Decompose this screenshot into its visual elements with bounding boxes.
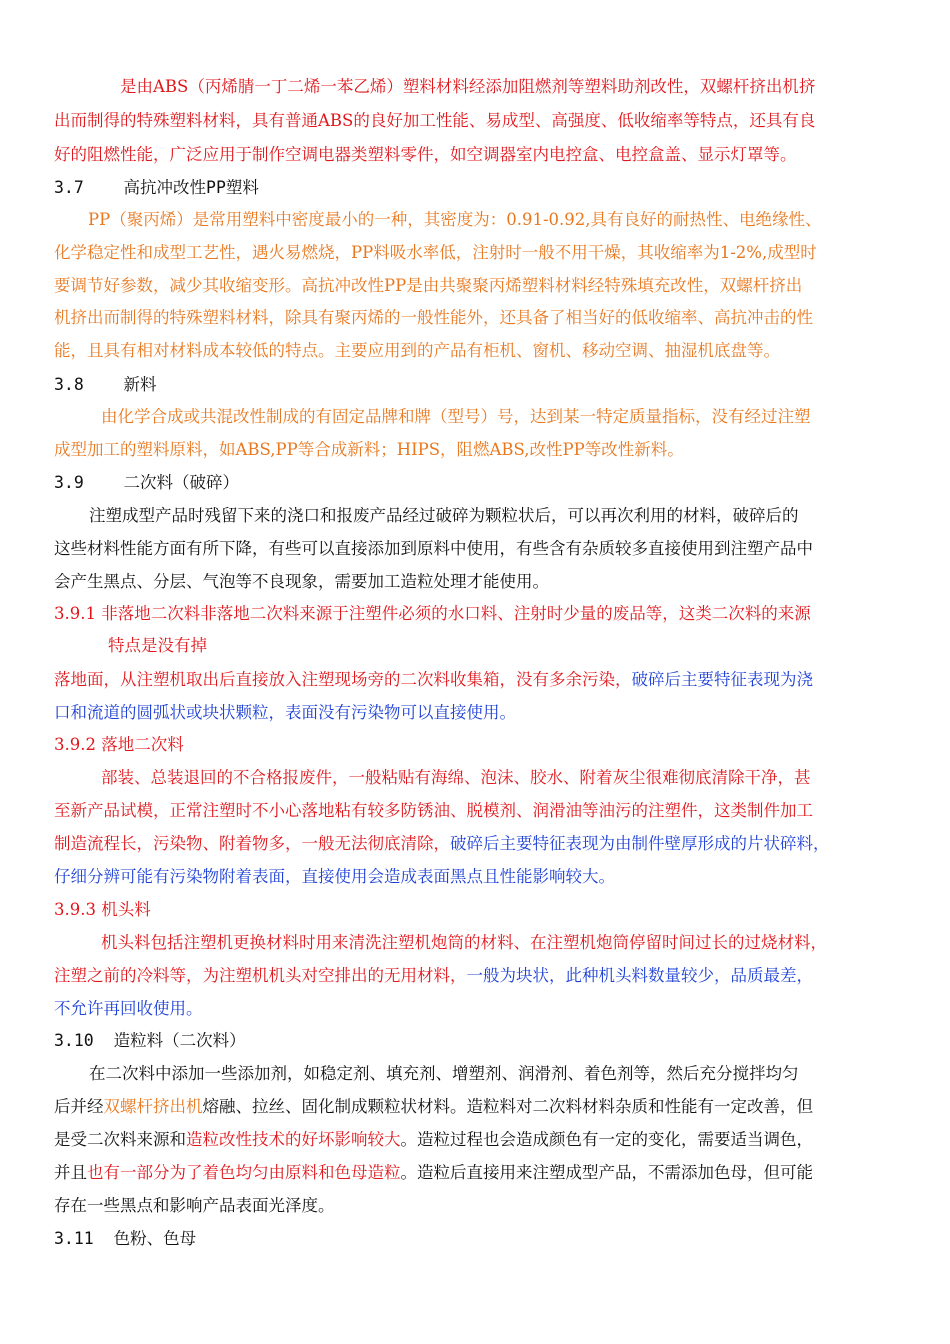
text-segment: 这些材料性能方面有所下降，有些可以直接添加到原料中使用，有些含有杂质较多直接使用到注塑产品中 [54, 539, 813, 558]
text-line [54, 176, 259, 200]
text-segment: 仔细分辨可能有污染物附着表面，直接使用会造成表面黑点且性能影响较大。 [54, 867, 615, 886]
text-segment: 制造流程长，污染物、附着物多，一般无法彻底清除， [54, 834, 450, 853]
text-segment: 是由ABS（丙烯腈一丁二烯一苯乙烯）塑料材料经添加阻燃剂等塑料助剂改性，双螺杆挤出机挤 [120, 77, 816, 96]
text-segment: 注塑之前的冷料等，为注塑机机头对空排出的无用材料， [54, 966, 467, 985]
text-line [54, 668, 813, 692]
text-line [54, 799, 813, 823]
text-line [54, 602, 811, 626]
text-line [54, 964, 813, 988]
text-segment: 3.9.3 机头料 [54, 900, 151, 919]
text-line [54, 997, 203, 1021]
text-line [54, 471, 239, 495]
section-heading: 3.10 造粒料（二次料） [54, 1031, 246, 1050]
text-line [54, 1194, 335, 1218]
text-segment: PP（聚丙烯）是常用塑料中密度最小的一种，其密度为：0.91-0.92,具有良好的耐热性、电绝缘性、 [88, 210, 822, 229]
text-line [54, 1161, 813, 1185]
text-line [54, 537, 813, 561]
text-segment: 。造粒过程也会造成颜色有一定的变化，需要适当调色， [400, 1130, 813, 1149]
text-line [101, 931, 827, 955]
text-segment: 口和流道的圆弧状或块状颗粒，表面没有污染物可以直接使用。 [54, 703, 516, 722]
text-segment: 造粒改性技术的好坏影响较大 [186, 1130, 401, 1149]
text-segment: 存在一些黑点和影响产品表面光泽度。 [54, 1196, 335, 1215]
text-segment: 出而制得的特殊塑料材料，具有普通ABS的良好加工性能、易成型、高强度、低收缩率等特点，还具有良 [54, 111, 816, 130]
text-segment: 至新产品试模，正常注塑时不小心落地粘有较多防锈油、脱模剂、润滑油等油污的注塑件，这类制件加工 [54, 801, 813, 820]
text-line [54, 306, 813, 330]
text-line [54, 1095, 813, 1119]
text-segment: 成型加工的塑料原料，如ABS,PP等合成新料；HIPS，阻燃ABS,改性PP等改性新料。 [54, 440, 684, 459]
text-segment: 是受二次料来源和 [54, 1130, 186, 1149]
text-segment: 能，且具有相对材料成本较低的特点。主要应用到的产品有柜机、窗机、移动空调、抽湿机底盘等。 [54, 341, 780, 360]
text-line [89, 504, 799, 528]
text-segment: 一般为块状，此种机头料数量较少，品质最差， [466, 966, 813, 985]
text-line [89, 1062, 799, 1086]
section-heading: 3.11 色粉、色母 [54, 1229, 197, 1248]
text-line [54, 898, 151, 922]
text-segment: 破碎后主要特征表现为浇 [631, 670, 813, 689]
text-segment: 并且 [54, 1163, 87, 1182]
text-line [54, 733, 184, 757]
text-segment: 好的阻燃性能，广泛应用于制作空调电器类塑料零件，如空调器室内电控盒、电控盒盖、显示灯罩等。 [54, 145, 797, 164]
text-line [101, 766, 811, 790]
text-segment: 熔融、拉丝、固化制成颗粒状材料。造粒料对二次料材料杂质和性能有一定改善，但 [202, 1097, 813, 1116]
text-segment: 机挤出而制得的特殊塑料材料，除具有聚丙烯的一般性能外，还具备了相当好的低收缩率、高抗冲击的性 [54, 308, 813, 327]
text-segment: 3.9.2 落地二次料 [54, 735, 184, 754]
text-segment: 后并经 [54, 1097, 104, 1116]
text-line [54, 1128, 813, 1152]
text-line [54, 1227, 196, 1251]
text-segment: 不允许再回收使用。 [54, 999, 203, 1018]
text-segment: 会产生黑点、分层、气泡等不良现象，需要加工造粒处理才能使用。 [54, 572, 549, 591]
text-line [54, 241, 817, 265]
text-line [120, 75, 815, 99]
text-line [54, 701, 516, 725]
text-segment: 3.9.1 非落地二次料非落地二次料来源于注塑件必须的水口料、注射时少量的废品等，这类二次料的来源 [54, 604, 811, 623]
text-line [54, 109, 815, 133]
text-segment: 机头料包括注塑机更换材料时用来清洗注塑机炮筒的材料、在注塑机炮筒停留时间过长的过烧材料， [101, 933, 827, 952]
text-line [54, 373, 157, 397]
text-line [54, 438, 684, 462]
text-segment: 。造粒后直接用来注塑成型产品，不需添加色母，但可能 [400, 1163, 813, 1182]
text-line [54, 832, 830, 856]
text-line [54, 274, 802, 298]
text-segment: 落地面，从注塑机取出后直接放入注塑现场旁的二次料收集箱，没有多余污染， [54, 670, 632, 689]
text-segment: 破碎后主要特征表现为由制件壁厚形成的片状碎料， [450, 834, 830, 853]
text-segment: 部装、总装退回的不合格报废件，一般粘贴有海绵、泡沫、胶水、附着灰尘很难彻底清除干净，甚 [101, 768, 811, 787]
text-segment: 也有一部分为了着色均匀由原料和色母造粒 [87, 1163, 401, 1182]
text-line [108, 634, 207, 658]
text-segment: 化学稳定性和成型工艺性，遇火易燃烧，PP料吸水率低，注射时一般不用干燥，其收缩率为1-2%,成型时 [54, 243, 817, 262]
text-line [101, 405, 811, 429]
text-segment: 由化学合成或共混改性制成的有固定品牌和牌（型号）号，达到某一特定质量指标，没有经过注塑 [101, 407, 811, 426]
text-line [54, 339, 780, 363]
section-heading: 3.8 新料 [54, 375, 157, 394]
section-heading: 3.7 高抗冲改性PP塑料 [54, 178, 259, 197]
text-segment: 要调节好参数，减少其收缩变形。高抗冲改性PP是由共聚聚丙烯塑料材料经特殊填充改性，双螺杆挤出 [54, 276, 803, 295]
text-segment: 注塑成型产品时残留下来的浇口和报废产品经过破碎为颗粒状后，可以再次利用的材料，破碎后的 [89, 506, 799, 525]
text-line [54, 143, 797, 167]
text-line [54, 1029, 246, 1053]
text-line [88, 208, 822, 232]
text-segment: 在二次料中添加一些添加剂，如稳定剂、填充剂、增塑剂、润滑剂、着色剂等，然后充分搅拌均匀 [89, 1064, 799, 1083]
section-heading: 3.9 二次料（破碎） [54, 473, 240, 492]
text-segment: 双螺杆挤出机 [103, 1097, 203, 1116]
text-segment: 特点是没有掉 [108, 636, 207, 655]
text-line [54, 865, 615, 889]
text-line [54, 570, 549, 594]
